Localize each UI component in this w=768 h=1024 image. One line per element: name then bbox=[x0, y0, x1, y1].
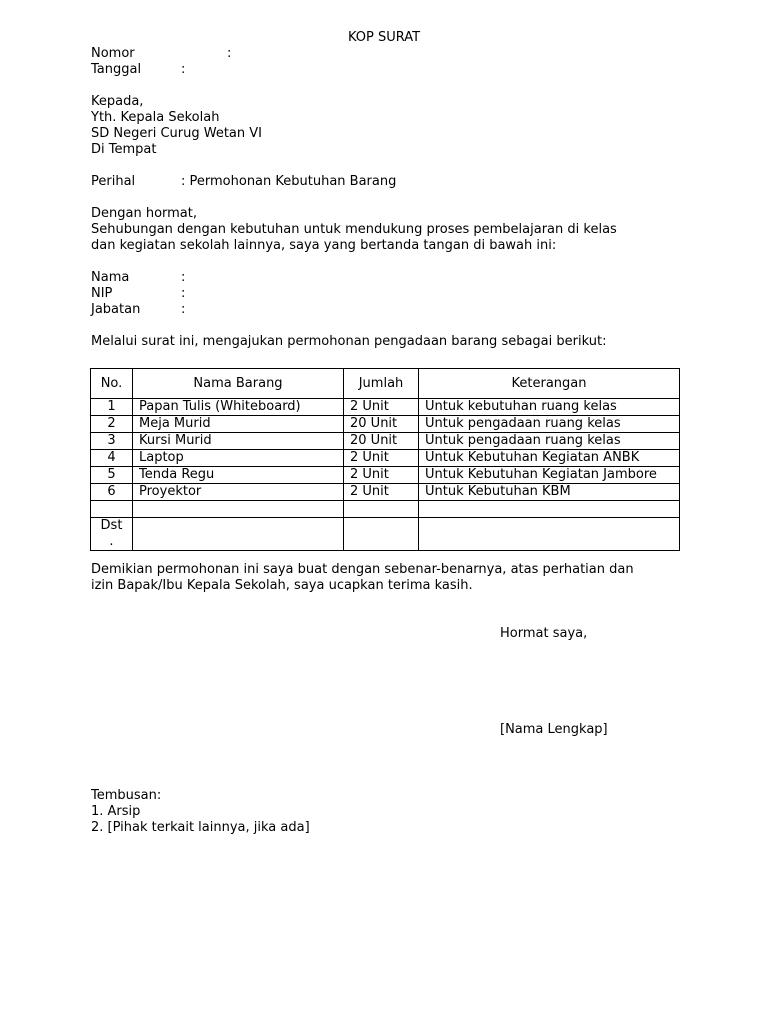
greeting: Dengan hormat, bbox=[91, 206, 198, 221]
header-keterangan: Keterangan bbox=[419, 369, 680, 399]
tembusan-label: Tembusan: bbox=[91, 788, 162, 803]
nama-colon: : bbox=[181, 270, 186, 285]
header-jumlah: Jumlah bbox=[344, 369, 419, 399]
cell-no: 1 bbox=[91, 399, 133, 416]
closing-line-2: izin Bapak/Ibu Kepala Sekolah, saya ucapkan terima kasih. bbox=[91, 578, 473, 593]
dst-text: Dst bbox=[100, 518, 123, 533]
nip-colon: : bbox=[181, 286, 186, 301]
jabatan-colon: : bbox=[181, 302, 186, 317]
cell-keterangan: Untuk pengadaan ruang kelas bbox=[419, 433, 680, 450]
cell-empty bbox=[133, 518, 344, 551]
recipient-title: Yth. Kepala Sekolah bbox=[91, 110, 220, 125]
closing-line-1: Demikian permohonan ini saya buat dengan sebenar-benarnya, atas perhatian dan bbox=[91, 562, 634, 577]
nomor-colon: : bbox=[227, 46, 232, 61]
perihal-value: : Permohonan Kebutuhan Barang bbox=[181, 174, 397, 189]
cell-keterangan: Untuk pengadaan ruang kelas bbox=[419, 416, 680, 433]
table-row-empty bbox=[91, 501, 680, 518]
table-row bbox=[91, 450, 680, 467]
letterhead-title: KOP SURAT bbox=[347, 30, 421, 45]
nomor-label: Nomor bbox=[91, 46, 135, 61]
cell-no: 6 bbox=[91, 484, 133, 501]
cell-no: 4 bbox=[91, 450, 133, 467]
signature-name: [Nama Lengkap] bbox=[500, 722, 608, 737]
perihal-label: Perihal bbox=[91, 174, 136, 189]
cell-nama: Tenda Regu bbox=[133, 467, 344, 484]
cell-no: 2 bbox=[91, 416, 133, 433]
header-no: No. bbox=[91, 369, 133, 399]
nama-label: Nama bbox=[91, 270, 130, 285]
opening-paragraph-line-2: dan kegiatan sekolah lainnya, saya yang bertanda tangan di bawah ini: bbox=[91, 238, 557, 253]
cell-nama: Laptop bbox=[133, 450, 344, 467]
cell-keterangan: Untuk kebutuhan ruang kelas bbox=[419, 399, 680, 416]
table-row bbox=[91, 433, 680, 450]
signature-greeting: Hormat saya, bbox=[500, 626, 588, 641]
opening-paragraph-line-1: Sehubungan dengan kebutuhan untuk mendukung proses pembelajaran di kelas bbox=[91, 222, 617, 237]
cell-jumlah: 2 Unit bbox=[344, 467, 419, 484]
cell-empty bbox=[419, 501, 680, 518]
nip-label: NIP bbox=[91, 286, 113, 301]
cell-jumlah: 2 Unit bbox=[344, 484, 419, 501]
cell-nama: Proyektor bbox=[133, 484, 344, 501]
cell-empty bbox=[344, 518, 419, 551]
tembusan-item-2: 2. [Pihak terkait lainnya, jika ada] bbox=[91, 820, 310, 835]
tanggal-colon: : bbox=[181, 62, 186, 77]
dst-dot: . bbox=[109, 534, 114, 549]
cell-jumlah: 2 Unit bbox=[344, 399, 419, 416]
cell-empty bbox=[133, 501, 344, 518]
intro-text: Melalui surat ini, mengajukan permohonan pengadaan barang sebagai berikut: bbox=[91, 334, 607, 349]
tanggal-label: Tanggal bbox=[91, 62, 142, 77]
tembusan-item-1: 1. Arsip bbox=[91, 804, 141, 819]
cell-keterangan: Untuk Kebutuhan Kegiatan Jambore bbox=[419, 467, 680, 484]
recipient-kepada: Kepada, bbox=[91, 94, 144, 109]
cell-no: 5 bbox=[91, 467, 133, 484]
table-row bbox=[91, 484, 680, 501]
items-table bbox=[90, 368, 680, 551]
cell-keterangan: Untuk Kebutuhan Kegiatan ANBK bbox=[419, 450, 680, 467]
cell-empty bbox=[91, 501, 133, 518]
cell-dst bbox=[91, 518, 133, 551]
cell-jumlah: 2 Unit bbox=[344, 450, 419, 467]
cell-nama: Kursi Murid bbox=[133, 433, 344, 450]
table-row bbox=[91, 399, 680, 416]
jabatan-label: Jabatan bbox=[91, 302, 141, 317]
table-row-dst bbox=[91, 518, 680, 551]
cell-jumlah: 20 Unit bbox=[344, 416, 419, 433]
cell-keterangan: Untuk Kebutuhan KBM bbox=[419, 484, 680, 501]
recipient-place: Di Tempat bbox=[91, 142, 157, 157]
cell-empty bbox=[419, 518, 680, 551]
cell-no: 3 bbox=[91, 433, 133, 450]
table-row bbox=[91, 416, 680, 433]
table-row bbox=[91, 467, 680, 484]
cell-nama: Papan Tulis (Whiteboard) bbox=[133, 399, 344, 416]
header-nama-barang: Nama Barang bbox=[133, 369, 344, 399]
recipient-school: SD Negeri Curug Wetan VI bbox=[91, 126, 262, 141]
table-header-row bbox=[91, 369, 680, 399]
cell-empty bbox=[344, 501, 419, 518]
cell-jumlah: 20 Unit bbox=[344, 433, 419, 450]
cell-nama: Meja Murid bbox=[133, 416, 344, 433]
